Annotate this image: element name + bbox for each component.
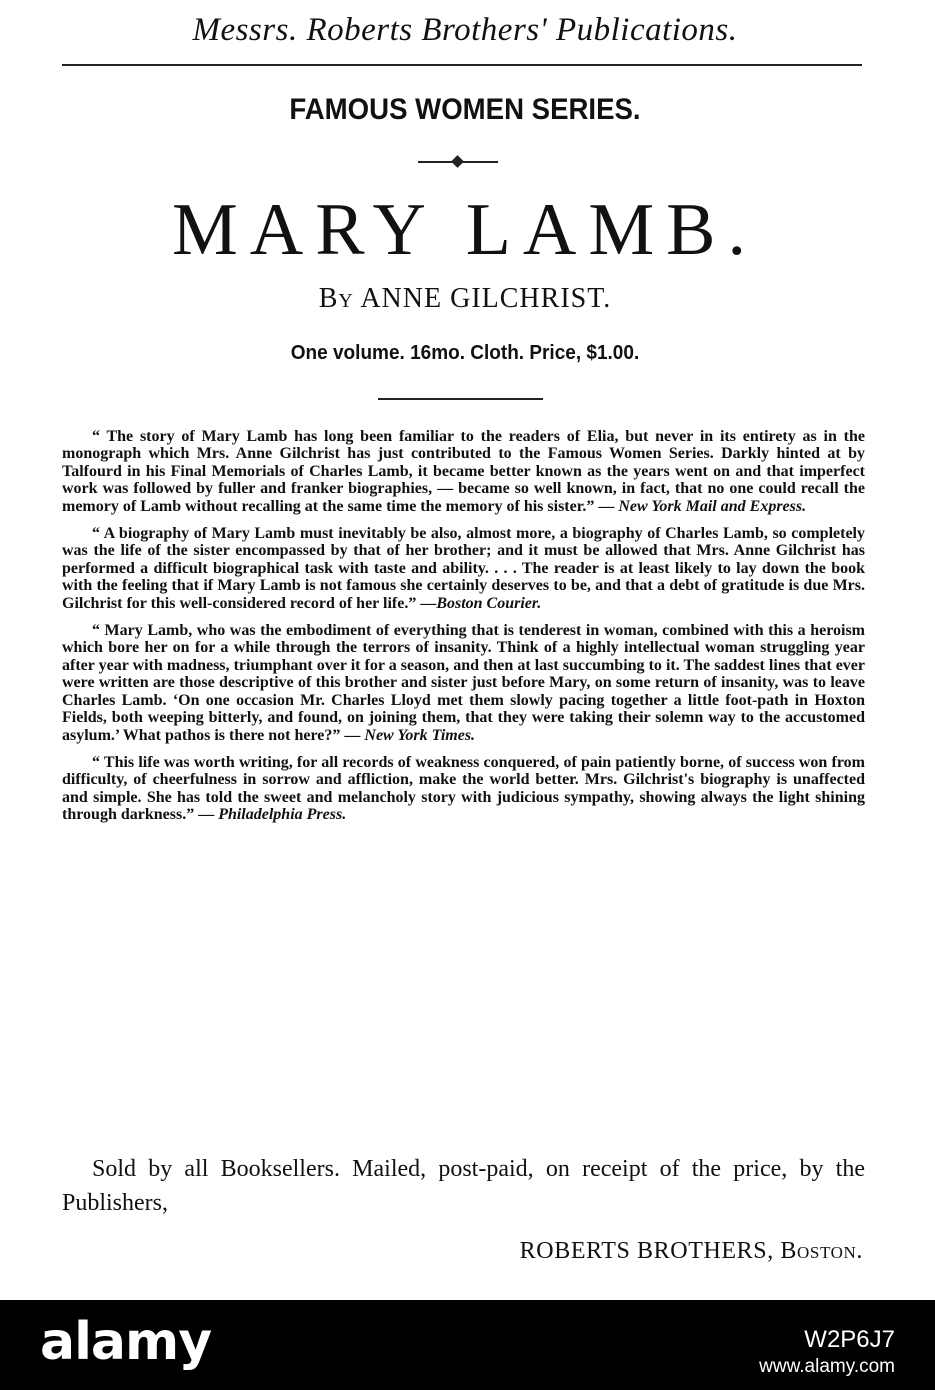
publisher-name: ROBERTS BROTHERS,: [519, 1238, 774, 1264]
publisher-city: Boston.: [780, 1238, 863, 1264]
reviews: [62, 428, 865, 834]
review-text: “ The story of Mary Lamb has long been familiar to the readers of Elia, but never in its entirety as in the monograph which Mrs. Anne Gilchrist has just contributed to the Famous Women Series. Darkly hinted at by Talfourd in his Final Memorials of Charles Lamb, it became better known as the years went on and that imperfect work was followed by fuller and franker biographies, — became so well known, in fact, that no one could recall the memory of Lamb without recalling at the same time the memory of his sister.” —: [62, 428, 865, 515]
review-text: “ Mary Lamb, who was the embodiment of everything that is tenderest in woman, combined with this a heroism which bore her on for a while through the terrors of insanity. Think of a highly intellectual woman struggling year after year with madness, triumphant over it for a season, and then at last succumbing to it. The saddest lines that ever were written are those descriptive of this brother and sister just before Mary, on some return of insanity, was to leave Charles Lamb. ‘On one occasion Mr. Charles Lloyd met them slowly pacing together a little foot-path in Hoxton Fields, both weeping bitterly, and found, on joining them, that they were taking their solemn way to the accustomed asylum.’ What pathos is there not here?” —: [62, 622, 865, 744]
author-name: ANNE GILCHRIST.: [360, 283, 612, 314]
review-source: Boston Courier.: [436, 594, 542, 612]
review-text: “ This life was worth writing, for all records of weakness conquered, of pain patiently borne, of success won from difficulty, of cheerfulness in sorrow and affliction, make the world better. Mrs. Gilchrist's biography is unaffected and simple. She has told the sweet and melancholy story with judicious sympathy, showing always the light shining through darkness.” —: [62, 753, 865, 824]
by-label: By: [318, 283, 354, 314]
review-quote: [62, 622, 865, 744]
review-quote: [62, 428, 865, 515]
site-url: www.alamy.com: [759, 1356, 895, 1377]
publisher-header: Messrs. Roberts Brothers' Publications.: [192, 12, 738, 48]
ornament-divider: [418, 155, 498, 169]
publisher-imprint: [340, 1238, 863, 1265]
book-details: One volume. 16mo. Cloth. Price, $1.00.: [290, 342, 640, 364]
review-source: New York Mail and Express.: [618, 497, 807, 515]
series-title: FAMOUS WOMEN SERIES.: [289, 93, 641, 126]
review-source: New York Times.: [364, 726, 476, 744]
alamy-logo: alamy: [40, 1312, 212, 1372]
section-rule: [378, 398, 543, 400]
sold-by-notice: Sold by all Booksellers. Mailed, post-paid, on receipt of the price, by the Publishers,: [62, 1156, 865, 1216]
review-quote: [62, 754, 865, 824]
header-rule: [62, 64, 862, 66]
review-text: “ A biography of Mary Lamb must inevitably be also, almost more, a biography of Charles Lamb, so completely was the life of the sister encompassed by that of her brother; and it must be allowed that Mrs. Anne Gilchrist has performed a difficult biographical task with taste and ability. . . . The reader is at least likely to lay down the book with the feeling that if Mary Lamb is not famous she certainly deserves to be, and that a debt of gratitude is due Mrs. Gilchrist for this well-considered record of her life.” —: [62, 525, 865, 612]
book-author-line: [60, 283, 870, 315]
book-title: MARY LAMB.: [171, 189, 758, 271]
image-id: W2P6J7: [804, 1326, 895, 1353]
review-source: Philadelphia Press.: [218, 806, 347, 824]
review-quote: [62, 525, 865, 612]
